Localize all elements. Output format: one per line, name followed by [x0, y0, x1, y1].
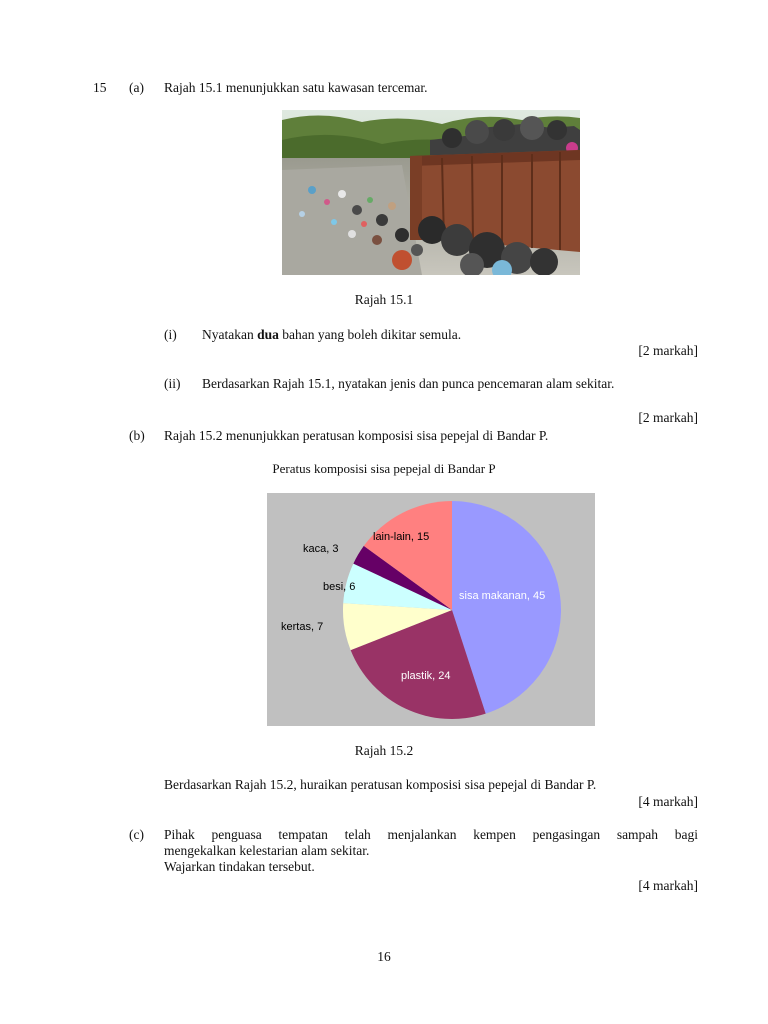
figure-caption-15-1: Rajah 15.1 — [354, 292, 414, 307]
part-b-label: (b) — [129, 428, 145, 443]
part-a-ii-label: (ii) — [164, 376, 181, 391]
chart-title: Peratus komposisi sisa pepejal di Bandar P — [272, 461, 496, 476]
part-c-line-1: Pihak penguasa tempatan telah menjalankan kempen pengasingan sampah bagi — [164, 827, 698, 842]
part-a-i-text-bold: dua — [257, 327, 279, 342]
pollution-photo — [282, 110, 580, 275]
pie-label-5: lain-lain, 15 — [373, 531, 430, 543]
pie-label-4: kaca, 3 — [303, 543, 339, 555]
pie-label-2: kertas, 7 — [281, 621, 324, 633]
pollution-photo-illustration — [282, 110, 580, 275]
part-a-text: Rajah 15.1 menunjukkan satu kawasan tercemar. — [164, 80, 428, 95]
part-a-i-marks: [2 markah] — [638, 343, 698, 358]
part-a-i-text-end: bahan yang boleh dikitar semula. — [278, 327, 462, 342]
pie-chart-area — [267, 493, 595, 726]
question-number: 15 — [93, 80, 107, 95]
part-c-label: (c) — [129, 827, 144, 842]
part-b-text: Rajah 15.2 menunjukkan peratusan komposisi sisa pepejal di Bandar P. — [164, 428, 549, 443]
part-a-i-label: (i) — [164, 327, 177, 342]
part-a-i-text — [202, 327, 461, 343]
part-b-marks: [4 markah] — [638, 794, 698, 809]
part-a-ii-text: Berdasarkan Rajah 15.1, nyatakan jenis dan punca pencemaran alam sekitar. — [202, 376, 615, 391]
pie-label-3: besi, 6 — [323, 581, 356, 593]
pie-label-0: sisa makanan, 45 — [459, 590, 546, 602]
part-b-question: Berdasarkan Rajah 15.2, huraikan peratusan komposisi sisa pepejal di Bandar P. — [164, 777, 597, 792]
part-a-label: (a) — [129, 80, 144, 95]
part-c-line-2: mengekalkan kelestarian alam sekitar. — [164, 843, 370, 858]
part-c-marks: [4 markah] — [638, 878, 698, 893]
page-number: 16 — [377, 949, 391, 964]
figure-caption-15-2: Rajah 15.2 — [354, 743, 414, 758]
part-a-i-text-start: Nyatakan — [202, 327, 258, 342]
pie-chart — [267, 493, 595, 726]
pie-label-1: plastik, 24 — [401, 670, 451, 682]
part-c-line-3: Wajarkan tindakan tersebut. — [164, 859, 315, 874]
part-a-ii-marks: [2 markah] — [638, 410, 698, 425]
